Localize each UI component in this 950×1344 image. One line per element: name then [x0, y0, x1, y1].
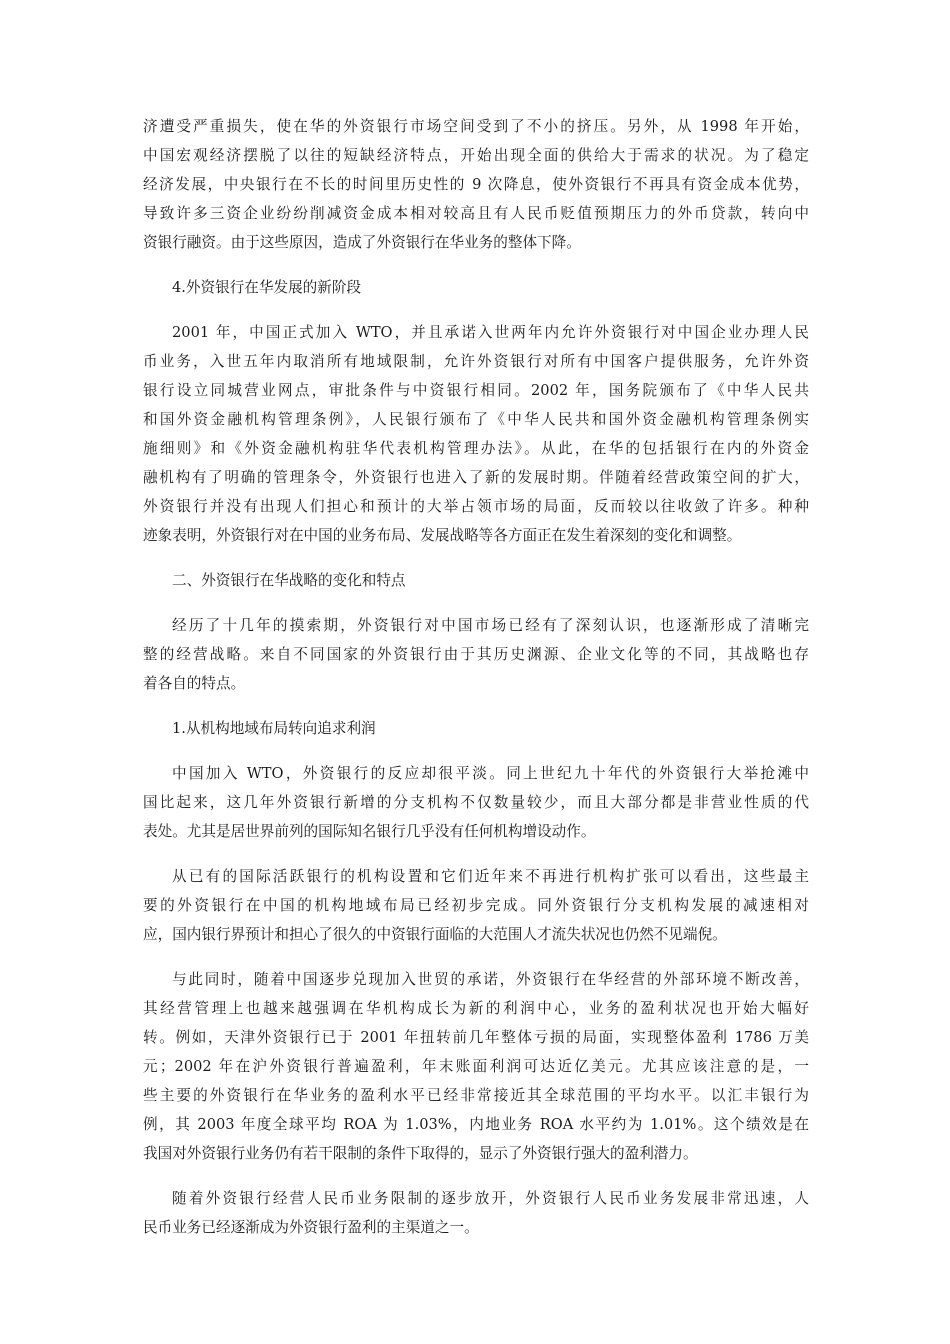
text-line: 与此同时，随着中国逐步兑现加入世贸的承诺，外资银行在华经营的外部环境不断改善，	[172, 971, 809, 988]
text-line: 济遭受严重损失，使在华的外资银行市场空间受到了不小的挤压。另外，从 1998 年开始，	[143, 118, 809, 135]
text-line: 经济发展，中央银行在不长的时间里历史性的 9 次降息，使外资银行不再具有资金成本优势，	[143, 176, 809, 193]
text-line: 着各自的特点。	[143, 675, 246, 692]
text-line: 和国外资金融机构管理条例》，人民银行颁布了《中华人民共和国外资金融机构管理条例实	[143, 411, 809, 428]
text-line: 导致许多三资企业纷纷削减资金成本相对较高且有人民币贬值预期压力的外币贷款，转向中	[143, 205, 809, 222]
text-line: 元；2002 年在沪外资银行普遍盈利，年末账面利润可达近亿美元。尤其应该注意的是，一	[143, 1058, 809, 1075]
text-line: 例，其 2003 年度全球平均 ROA 为 1.03%，内地业务 ROA 水平约为 1.01%。这个绩效是在	[143, 1116, 809, 1133]
text-line: 要的外资银行在中国的机构地域布局已经初步完成。同外资银行分支机构发展的减速相对	[143, 897, 809, 914]
text-line: 融机构有了明确的管理条令，外资银行也进入了新的发展时期。伴随着经营政策空间的扩大，	[143, 469, 809, 486]
text-line: 2001 年，中国正式加入 WTO，并且承诺入世两年内允许外资银行对中国企业办理人民	[172, 324, 809, 341]
section-heading	[143, 566, 809, 595]
text-line: 中国加入 WTO，外资银行的反应却很平淡。同上世纪九十年代的外资银行大举抢滩中	[172, 765, 809, 782]
body-paragraph	[143, 965, 809, 1168]
text-line: 国比起来，这几年外资银行新增的分支机构不仅数量较少，而且大部分都是非营业性质的代	[143, 794, 809, 811]
text-line: 民币业务已经逐渐成为外资银行盈利的主渠道之一。	[143, 1219, 479, 1236]
text-line: 迹象表明，外资银行对在中国的业务布局、发展战略等各方面正在发生着深刻的变化和调整。	[143, 527, 742, 544]
text-line: 应，国内银行界预计和担心了很久的中资银行面临的大范围人才流失状况也仍然不见端倪。	[143, 926, 727, 943]
text-line: 其经营管理上也越来越强调在华机构成长为新的利润中心，业务的盈利状况也开始大幅好	[143, 1000, 809, 1017]
body-paragraph	[143, 112, 809, 257]
text-line: 二、外资银行在华战略的变化和特点	[172, 572, 406, 589]
text-line: 整的经营战略。来自不同国家的外资银行由于其历史渊源、企业文化等的不同，其战略也存	[143, 646, 809, 663]
text-line: 经历了十几年的摸索期，外资银行对中国市场已经有了深刻认识，也逐渐形成了清晰完	[172, 617, 809, 634]
text-line: 随着外资银行经营人民币业务限制的逐步放开，外资银行人民币业务发展非常迅速，人	[172, 1190, 809, 1207]
text-line: 表处。尤其是居世界前列的国际知名银行几乎没有任何机构增设动作。	[143, 823, 596, 840]
text-line: 币业务，入世五年内取消所有地域限制，允许外资银行对所有中国客户提供服务，允许外资	[143, 353, 809, 370]
text-line: 银行设立同城营业网点，审批条件与中资银行相同。2002 年，国务院颁布了《中华人民共	[143, 382, 809, 399]
text-line: 外资银行并没有出现人们担心和预计的大举占领市场的局面，反而较以往收敛了许多。种种	[143, 498, 809, 515]
text-line: 从已有的国际活跃银行的机构设置和它们近年来不再进行机构扩张可以看出，这些最主	[172, 868, 809, 885]
text-line: 我国对外资银行业务仍有若干限制的条件下取得的，显示了外资银行强大的盈利潜力。	[143, 1145, 698, 1162]
text-line: 些主要的外资银行在华业务的盈利水平已经非常接近其全球范围的平均水平。以汇丰银行为	[143, 1087, 809, 1104]
text-line: 中国宏观经济摆脱了以往的短缺经济特点，开始出现全面的供给大于需求的状况。为了稳定	[143, 147, 809, 164]
body-paragraph	[143, 1184, 809, 1242]
body-paragraph	[143, 862, 809, 949]
section-heading	[143, 273, 809, 302]
text-line: 1.从机构地域布局转向追求利润	[172, 720, 376, 737]
body-paragraph	[143, 611, 809, 698]
text-line: 4.外资银行在华发展的新阶段	[172, 279, 362, 296]
text-line: 施细则》和《外资金融机构驻华代表机构管理办法》。从此，在华的包括银行在内的外资金	[143, 440, 809, 457]
section-heading	[143, 714, 809, 743]
body-paragraph	[143, 318, 809, 550]
body-paragraph	[143, 759, 809, 846]
text-line: 转。例如，天津外资银行已于 2001 年扭转前几年整体亏损的局面，实现整体盈利 1786 万美	[143, 1029, 809, 1046]
document-body	[143, 112, 809, 1258]
text-line: 资银行融资。由于这些原因，造成了外资银行在华业务的整体下降。	[143, 234, 581, 251]
